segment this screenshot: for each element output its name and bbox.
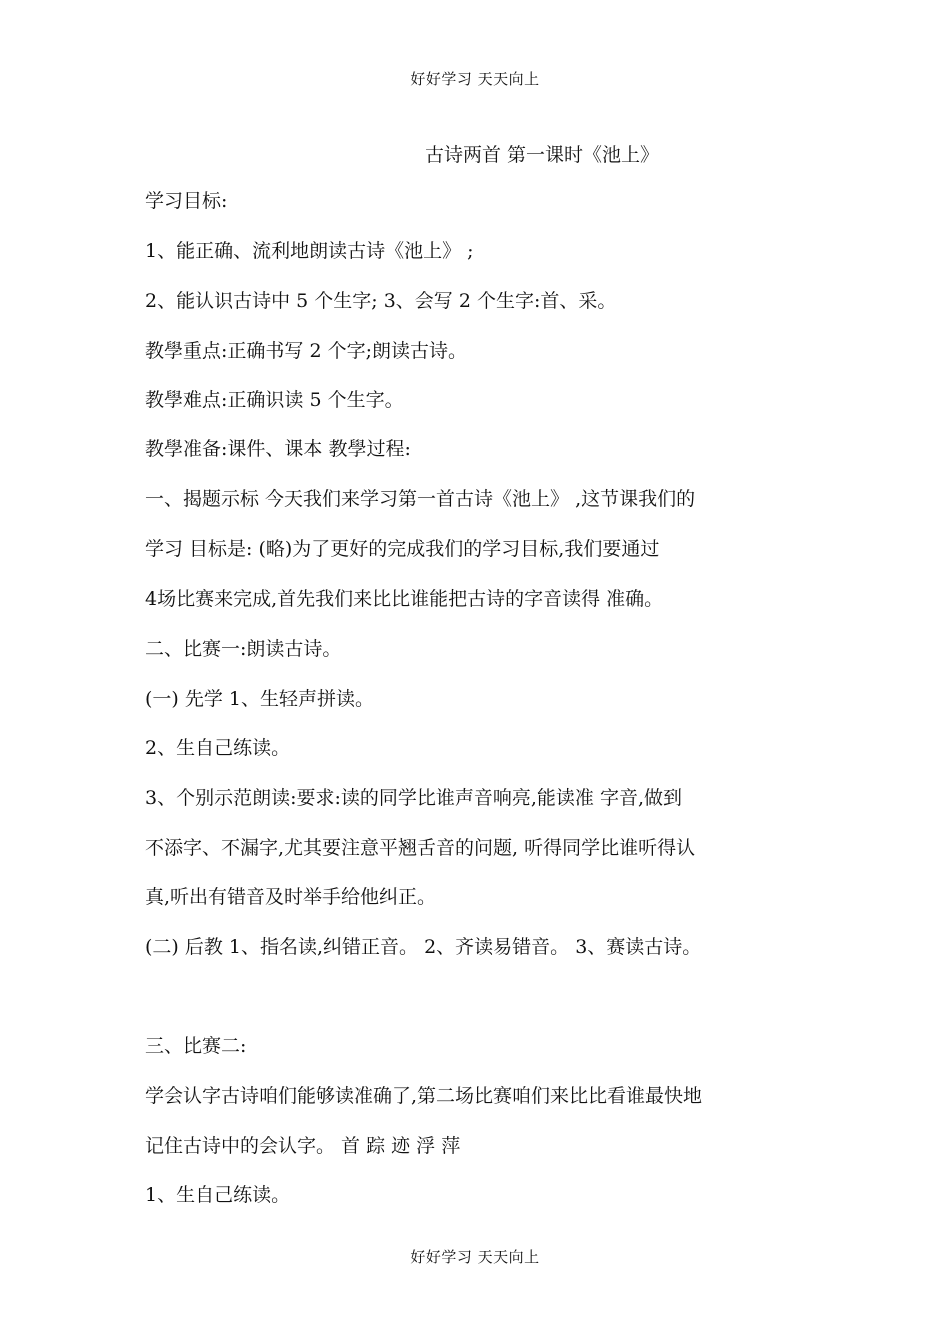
text-line-key-points: 教學重点:正确书写 2 个字;朗读古诗。 bbox=[145, 340, 467, 362]
text-line-section-3-step-1: 1、生自己练读。 bbox=[145, 1184, 291, 1206]
text-line-section-3-chars: 记住古诗中的会认字。 首 踪 迹 浮 萍 bbox=[145, 1135, 461, 1157]
page-footer: 好好学习 天天向上 bbox=[410, 1248, 540, 1266]
text-line-section-1: 一、揭题示标 今天我们来学习第一首古诗《池上》 ,这节课我们的 bbox=[145, 488, 696, 510]
text-line-step-2: 2、生自己练读。 bbox=[145, 737, 291, 759]
text-line-part-2: (二) 后教 1、指名读,纠错正音。 2、齐读易错音。 3、赛读古诗。 bbox=[145, 936, 702, 958]
text-line-part-1: (一) 先学 1、生轻声拼读。 bbox=[145, 688, 374, 710]
text-line-step-3-cont: 真,听出有错音及时举手给他纠正。 bbox=[145, 886, 437, 908]
text-line-section-2: 二、比赛一:朗读古诗。 bbox=[145, 638, 342, 660]
text-line-step-3-cont: 不添字、不漏字,尤其要注意平翘舌音的问题, 听得同学比谁听得认 bbox=[145, 837, 696, 859]
text-line-goal-2-3: 2、能认识古诗中 5 个生字; 3、会写 2 个生字:首、采。 bbox=[145, 290, 617, 312]
text-line-step-3: 3、个别示范朗读:要求:读的同学比谁声音响亮,能读准 字音,做到 bbox=[145, 787, 683, 809]
text-line-learning-goals-heading: 学习目标: bbox=[145, 190, 228, 212]
text-line-difficulties: 教學难点:正确识读 5 个生字。 bbox=[145, 389, 404, 411]
text-line-section-1-cont: 4场比赛来完成,首先我们来比比谁能把古诗的字音读得 准确。 bbox=[145, 588, 664, 610]
text-line-section-1-cont: 学习 目标是: (略)为了更好的完成我们的学习目标,我们要通过 bbox=[145, 538, 660, 560]
text-line-goal-1: 1、能正确、流利地朗读古诗《池上》 ; bbox=[145, 240, 474, 262]
document-title: 古诗两首 第一课时《池上》 bbox=[425, 144, 660, 166]
text-line-preparation: 教學准备:课件、课本 教學过程: bbox=[145, 438, 411, 460]
page-header: 好好学习 天天向上 bbox=[410, 70, 540, 88]
text-line-section-3-body: 学会认字古诗咱们能够读准确了,第二场比赛咱们来比比看谁最快地 bbox=[145, 1085, 703, 1107]
text-line-section-3: 三、比赛二: bbox=[145, 1035, 247, 1057]
